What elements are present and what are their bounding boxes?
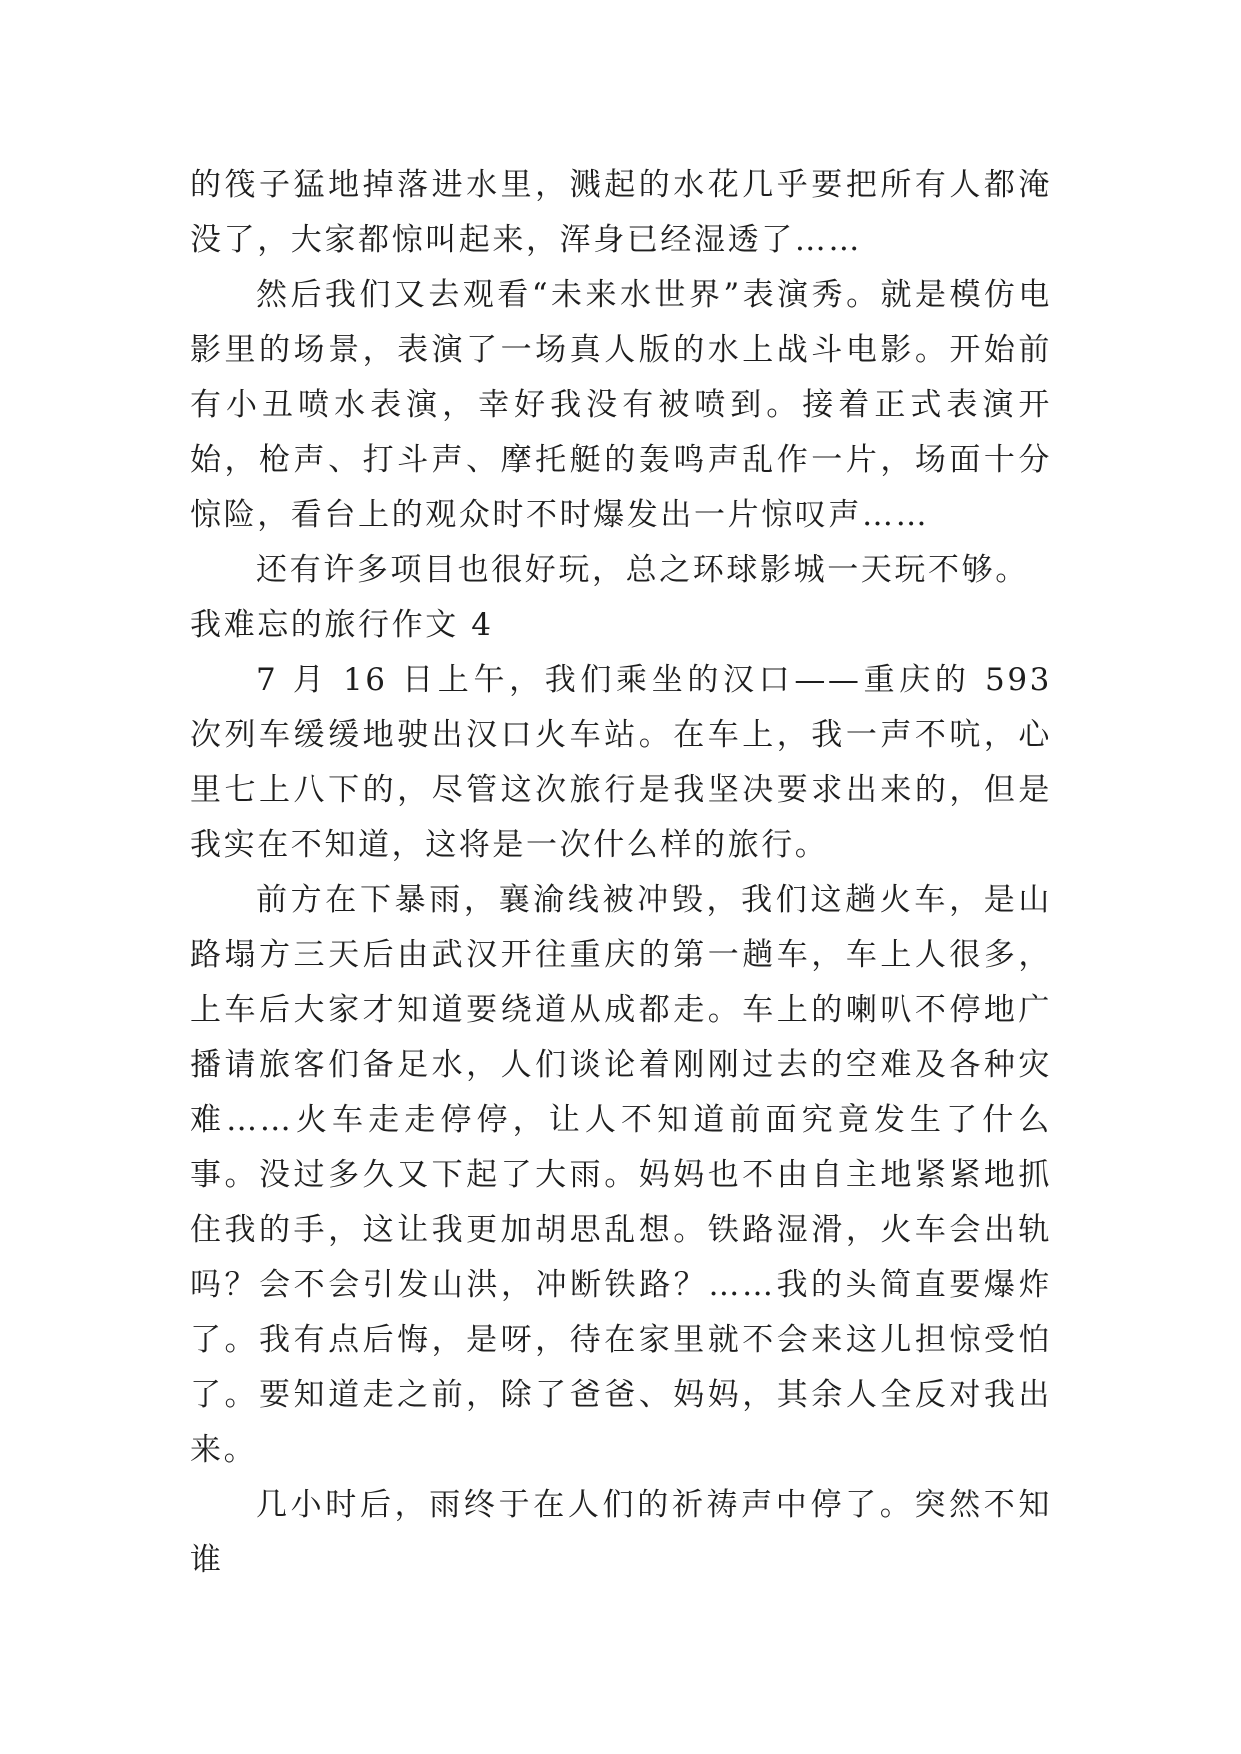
paragraph-universal-studios-summary: 还有许多项目也很好玩，总之环球影城一天玩不够。	[256, 552, 1029, 588]
essay-heading: 我难忘的旅行作文 4	[190, 607, 494, 643]
paragraph-rainstorm-journey: 前方在下暴雨，襄渝线被冲毁，我们这趟火车，是山路塌方三天后由武汉开往重庆的第一趟车，车上人很多，上车后大家才知道要绕道从成都走。车上的喇叭不停地广播请旅客们备足水，人们谈论着刚刚过去的空难及各种灾难……火车走走停停，让人不知道前面究竟发生了什么事。没过多久又下起了大雨。妈妈也不由自主地紧紧地抓住我的手，这让我更加胡思乱想。铁路湿滑，火车会出轨吗？会不会引发山洪，冲断铁路？……我的头简直要爆炸了。我有点后悔，是呀，待在家里就不会来这儿担惊受怕了。要知道走之前，除了爸爸、妈妈，其余人全反对我出来。	[190, 882, 1052, 1468]
paragraph-water-world-show: 然后我们又去观看“未来水世界”表演秀。就是模仿电影里的场景，表演了一场真人版的水上战斗电影。开始前有小丑喷水表演，幸好我没有被喷到。接着正式表演开始，枪声、打斗声、摩托艇的轰鸣声乱作一片，场面十分惊险，看台上的观众时不时爆发出一片惊叹声……	[190, 277, 1052, 533]
paragraph-continuation: 的筏子猛地掉落进水里，溅起的水花几乎要把所有人都淹没了，大家都惊叫起来，浑身已经湿透了……	[190, 167, 1052, 258]
paragraph-train-departure: 7 月 16 日上午，我们乘坐的汉口——重庆的 593 次列车缓缓地驶出汉口火车站。在车上，我一声不吭，心里七上八下的，尽管这次旅行是我坚决要求出来的，但是我实在不知道，这将是一次什么样的旅行。	[190, 662, 1052, 863]
paragraph-rain-stopped: 几小时后，雨终于在人们的祈祷声中停了。突然不知谁	[190, 1487, 1052, 1578]
document-body	[190, 158, 1052, 1588]
